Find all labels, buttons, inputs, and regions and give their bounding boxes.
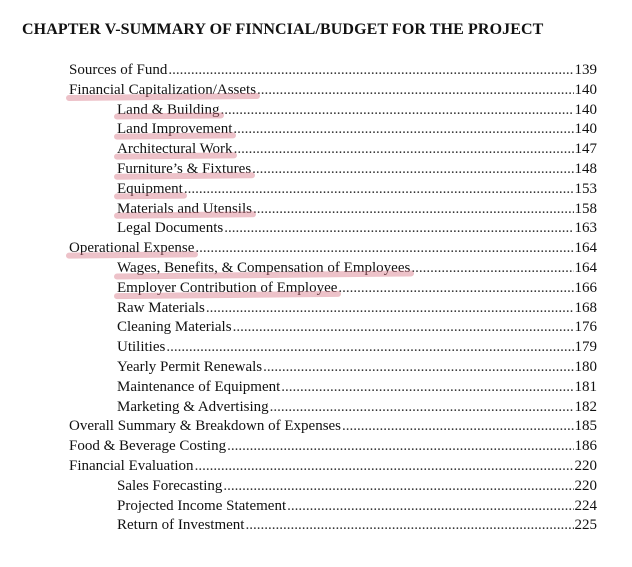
dot-leader [206,299,574,319]
dot-leader [281,378,573,398]
toc-entry-page-number: 164 [574,240,597,257]
toc-entry-label: Utilities [117,339,166,356]
toc-entry-label: Yearly Permit Renewals [117,358,263,375]
toc-entry-label: Materials and Utensils [117,200,252,220]
toc-entry[interactable] [69,437,597,457]
dot-leader [184,180,574,200]
toc-entry-page-number: 181 [574,378,597,395]
toc-entry-label: Land & Building [117,101,220,121]
dot-leader [195,457,574,477]
toc-entry-page-number: 225 [574,517,597,534]
toc-entry-label: Return of Investment [117,517,245,534]
toc-entry[interactable] [69,299,597,319]
toc-entry-page-number: 163 [574,220,597,237]
toc-entry-page-number: 185 [574,418,597,435]
toc-entry-label: Overall Summary & Breakdown of Expenses [69,418,342,435]
toc-entry-label: Sales Forecasting [117,477,223,494]
dot-leader [224,219,573,239]
toc-entry[interactable] [69,219,597,239]
toc-entry-page-number: 140 [574,81,597,98]
dot-leader [257,81,573,101]
dot-leader [342,417,573,437]
toc-entry-page-number: 164 [574,259,597,276]
toc-entry-label: Maintenance of Equipment [117,378,281,395]
dot-leader [263,358,573,378]
toc-entry-label: Legal Documents [117,220,224,237]
dot-leader [233,318,574,338]
toc-entry[interactable] [69,279,597,299]
toc-entry-page-number: 180 [574,358,597,375]
toc-entry-label: Equipment [117,180,183,200]
dot-leader [195,239,573,259]
dot-leader [245,516,573,536]
toc-entry-page-number: 168 [574,299,597,316]
toc-entry-page-number: 186 [574,438,597,455]
toc-entry-page-number: 224 [574,497,597,514]
toc-entry-page-number: 140 [574,101,597,118]
toc-entry-page-number: 220 [574,457,597,474]
toc-entry-label: Financial Evaluation [69,457,194,474]
dot-leader [227,437,573,457]
toc-entry-label: Raw Materials [117,299,205,316]
dot-leader [221,101,574,121]
toc-entry-page-number: 153 [574,180,597,197]
dot-leader [411,259,573,279]
toc-entry[interactable] [69,120,597,140]
toc-entry-label: Land Improvement [117,120,232,140]
toc-entry-label: Food & Beverage Costing [69,438,227,455]
toc-entry-label: Sources of Fund [69,62,168,78]
dot-leader [252,160,573,180]
toc-entry[interactable] [69,477,597,497]
chapter-title: CHAPTER V-SUMMARY OF FINNCIAL/BUDGET FOR THE PROJECT [22,21,544,38]
toc-entry-label: Cleaning Materials [117,319,232,336]
toc-entry-page-number: 140 [574,121,597,138]
toc-entry[interactable] [69,239,597,259]
toc-entry[interactable] [69,61,597,81]
toc-entry[interactable] [69,318,597,338]
dot-leader [338,279,573,299]
toc-entry-label: Financial Capitalization/Assets [69,81,256,101]
toc-entry[interactable] [69,200,597,220]
toc-entry-page-number: 148 [574,160,597,177]
toc-entry-page-number: 139 [574,62,597,78]
toc-entry[interactable] [69,101,597,121]
toc-entry[interactable] [69,338,597,358]
toc-entry-label: Wages, Benefits, & Compensation of Employees [117,259,410,279]
dot-leader [166,338,573,358]
toc-entry[interactable] [69,140,597,160]
toc-entry-label: Architectural Work [117,140,233,160]
toc-entry[interactable] [69,417,597,437]
toc-entry[interactable] [69,160,597,180]
toc-entry-page-number: 158 [574,200,597,217]
toc-entry[interactable] [69,259,597,279]
toc-entry[interactable] [69,180,597,200]
dot-leader [223,477,573,497]
toc-entry-page-number: 166 [574,279,597,296]
toc-entry-label: Employer Contribution of Employee [117,279,337,299]
toc-entry-page-number: 179 [574,339,597,356]
toc-entry[interactable] [69,516,597,536]
dot-leader [253,200,574,220]
toc-entry-page-number: 182 [574,398,597,415]
dot-leader [234,140,574,160]
toc-entry-label: Marketing & Advertising [117,398,269,415]
toc-entry[interactable] [69,457,597,477]
dot-leader [270,398,574,418]
toc-entry-page-number: 220 [574,477,597,494]
toc-entry[interactable] [69,378,597,398]
toc-entry[interactable] [69,398,597,418]
toc-entry[interactable] [69,497,597,517]
toc-entry[interactable] [69,358,597,378]
dot-leader [168,61,573,81]
toc-entry-label: Projected Income Statement [117,497,287,514]
dot-leader [287,497,573,517]
dot-leader [233,120,573,140]
toc-entry-label: Furniture’s & Fixtures [117,160,251,180]
toc-entry[interactable] [69,81,597,101]
toc-entry-label: Operational Expense [69,239,194,259]
toc-entry-page-number: 147 [574,141,597,158]
toc-entry-page-number: 176 [574,319,597,336]
table-of-contents [69,61,597,536]
